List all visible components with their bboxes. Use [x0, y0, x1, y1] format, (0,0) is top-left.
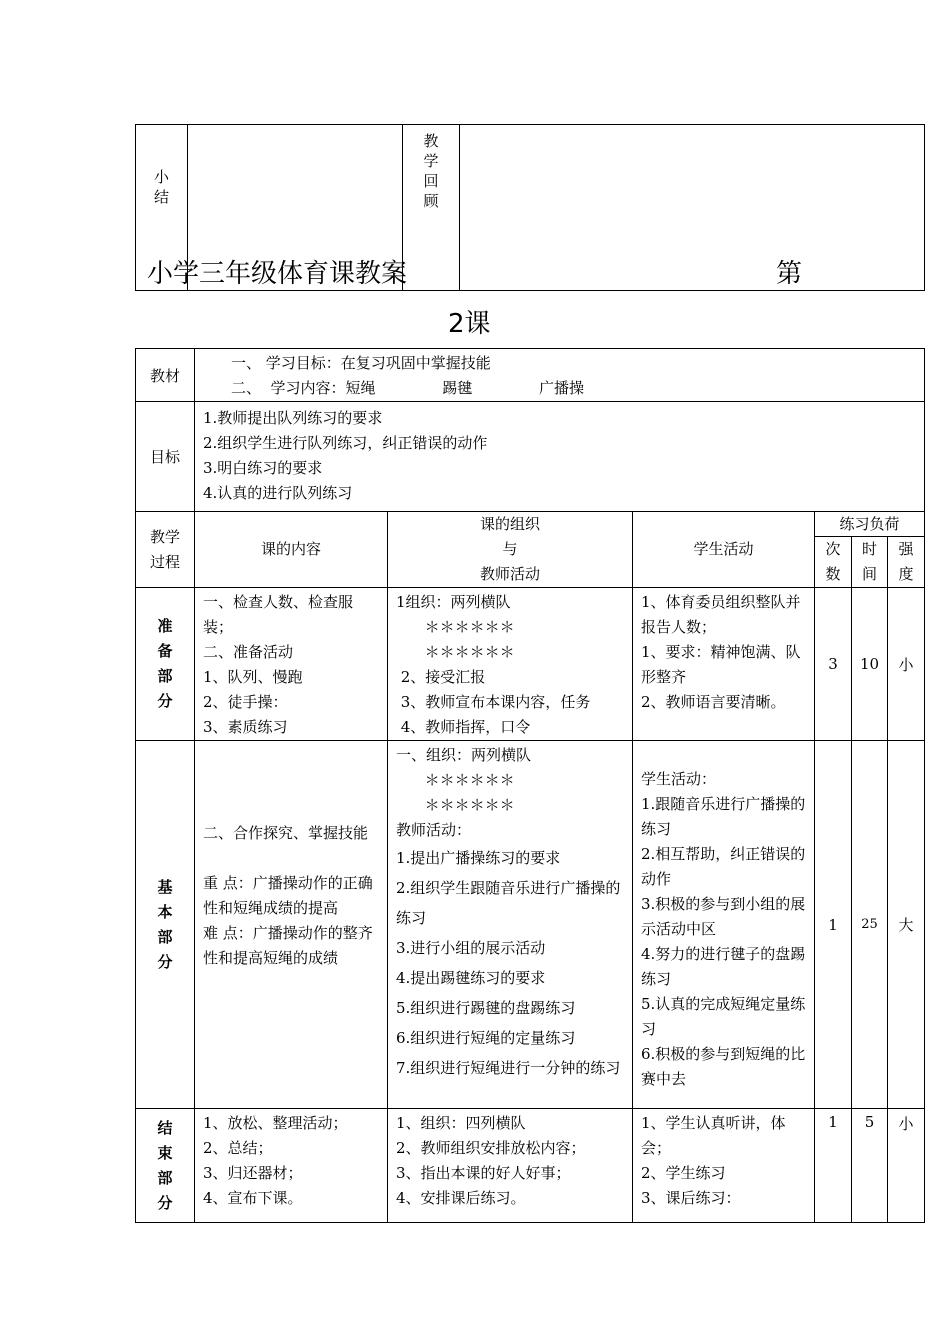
content-line: 二、合作探究、掌握技能	[203, 823, 369, 842]
section-row-closing	[136, 1109, 925, 1223]
section-name-basic	[136, 741, 195, 1109]
goal-line: 3.明白练习的要求	[203, 459, 323, 477]
closing-organization	[388, 1109, 633, 1223]
student-header: 学生活动	[633, 512, 815, 588]
goal-label: 目标	[136, 402, 195, 512]
teacher-activity-item: 4.提出踢毽练习的要求	[396, 969, 546, 987]
teacher-activity-item: 3.进行小组的展示活动	[396, 939, 546, 957]
teacher-activity-list	[396, 843, 626, 1083]
student-line: 1.跟随音乐进行广播操的练习	[641, 795, 806, 838]
lesson-prefix: 第	[776, 259, 803, 289]
goal-content	[195, 402, 925, 512]
teacher-activity-item: 7.组织进行短绳进行一分钟的练习	[396, 1059, 621, 1077]
organization-line: 3、指出本课的好人好事；	[396, 1164, 571, 1182]
teacher-activity-item: 6.组织进行短绳的定量练习	[396, 1029, 576, 1047]
basic-content	[195, 741, 388, 1109]
organization-line: 4、教师指挥，口令	[396, 718, 531, 736]
section-name-char: 部	[157, 927, 173, 946]
section-name-closing	[136, 1109, 195, 1223]
count-header	[815, 537, 852, 588]
student-line: 3、课后练习：	[641, 1189, 741, 1207]
closing-time: 5	[852, 1109, 888, 1223]
load-header: 练习负荷	[815, 512, 925, 537]
review-label-cell	[403, 125, 460, 291]
section-name-char: 分	[157, 692, 173, 710]
intensity-header-line: 强	[898, 540, 914, 558]
organization-line: 教师活动：	[396, 821, 472, 839]
organization-line: ＊＊＊＊＊＊	[396, 643, 515, 661]
section-name-char: 分	[157, 952, 173, 971]
summary-label-char: 结	[153, 188, 169, 206]
time-header-line: 间	[861, 565, 877, 583]
organization-line: 2、教师组织安排放松内容；	[396, 1139, 586, 1157]
content-line: 2、徒手操：	[203, 693, 288, 711]
count-header-line: 数	[825, 565, 841, 583]
process-header-line: 教学	[149, 527, 180, 546]
basic-count: 1	[815, 741, 852, 1109]
organization-header-line: 与	[502, 540, 518, 558]
organization-line: 1、组织：四列横队	[396, 1114, 526, 1132]
section-name-char: 部	[157, 667, 173, 685]
organization-header-line: 教师活动	[479, 565, 540, 583]
goal-line: 1.教师提出队列练习的要求	[203, 409, 383, 427]
content-header: 课的内容	[195, 512, 388, 588]
lesson-number: 2课	[448, 309, 491, 339]
review-label-char: 教	[423, 132, 439, 150]
page-title: 小学三年级体育课教案	[147, 259, 408, 289]
student-line: 1、学生认真听讲，体会；	[641, 1114, 786, 1157]
content-line: 3、归还器材；	[203, 1164, 303, 1182]
material-label: 教材	[136, 349, 195, 402]
closing-count: 1	[815, 1109, 852, 1223]
student-line: 2、教师语言要清晰。	[641, 693, 786, 711]
student-line: 2.相互帮助，纠正错误的动作	[641, 845, 806, 888]
content-line: 二、准备活动	[203, 643, 294, 661]
review-label-char: 顾	[423, 192, 439, 210]
student-line: 1、要求：精神饱满、队形整齐	[641, 643, 801, 686]
section-row-basic	[136, 741, 925, 1109]
closing-student	[633, 1109, 815, 1223]
process-header	[136, 512, 195, 588]
student-line: 学生活动：	[641, 770, 717, 788]
content-line: 1、放松、整理活动；	[203, 1114, 348, 1132]
goal-line: 2.组织学生进行队列练习，纠正错误的动作	[203, 434, 488, 452]
teacher-activity-item: 2.组织学生跟随音乐进行广播操的练习	[396, 879, 621, 927]
time-header-line: 时	[861, 540, 877, 558]
organization-line: 一、组织：两列横队	[396, 746, 532, 764]
organization-header-line: 课的组织	[479, 515, 540, 533]
intensity-header	[888, 537, 925, 588]
student-line: 5.认真的完成短绳定量练习	[641, 995, 806, 1038]
organization-line: 3、教师宣布本课内容，任务	[396, 693, 591, 711]
content-line: 一、检查人数、检查服装；	[203, 593, 354, 636]
review-content-cell	[460, 125, 925, 291]
section-name-char: 备	[157, 642, 173, 660]
section-name-char: 本	[157, 902, 173, 921]
content-line: 2、总结；	[203, 1139, 273, 1157]
organization-line: 2、接受汇报	[396, 668, 486, 686]
student-line: 2、学生练习	[641, 1164, 726, 1182]
basic-intensity: 大	[888, 741, 925, 1109]
closing-content	[195, 1109, 388, 1223]
section-name-char: 束	[157, 1143, 173, 1162]
summary-label	[136, 167, 187, 207]
process-header-line: 过程	[149, 552, 180, 571]
section-name-char: 准	[157, 617, 173, 635]
preparation-intensity: 小	[888, 588, 925, 741]
content-line: 重 点：广播操动作的正确性和短绳成绩的提高	[203, 873, 373, 917]
section-name-char: 基	[157, 877, 173, 896]
closing-intensity: 小	[888, 1109, 925, 1223]
organization-line: ＊＊＊＊＊＊	[396, 796, 515, 814]
section-name-char: 结	[157, 1118, 173, 1137]
preparation-student	[633, 588, 815, 741]
organization-line: 1组织：两列横队	[396, 593, 511, 611]
teacher-activity-item: 5.组织进行踢毽的盘踢练习	[396, 999, 576, 1017]
organization-line: 4、安排课后练习。	[396, 1189, 526, 1207]
material-line: 一、 学习目标：在复习巩固中掌握技能	[231, 354, 491, 372]
organization-header	[388, 512, 633, 588]
goal-line: 4.认真的进行队列练习	[203, 484, 353, 502]
preparation-count: 3	[815, 588, 852, 741]
summary-label-char: 小	[153, 168, 169, 186]
review-label-char: 回	[423, 172, 439, 190]
section-name-char: 分	[157, 1193, 173, 1212]
preparation-content	[195, 588, 388, 741]
basic-student	[633, 741, 815, 1109]
basic-time: 25	[852, 741, 888, 1109]
organization-line: ＊＊＊＊＊＊	[396, 771, 515, 789]
lesson-plan-table	[135, 348, 925, 1223]
time-header	[852, 537, 888, 588]
student-line: 6.积极的参与到短绳的比赛中去	[641, 1045, 806, 1088]
section-name-preparation	[136, 588, 195, 741]
basic-organization	[388, 741, 633, 1109]
count-header-line: 次	[825, 540, 841, 558]
teacher-activity-item: 1.提出广播操练习的要求	[396, 849, 561, 867]
review-label-char: 学	[423, 152, 439, 170]
content-line: 1、队列、慢跑	[203, 668, 303, 686]
content-line: 4、宣布下课。	[203, 1189, 303, 1207]
student-line: 1、体育委员组织整队并报告人数；	[641, 593, 801, 636]
preparation-time: 10	[852, 588, 888, 741]
intensity-header-line: 度	[898, 565, 914, 583]
student-line: 3.积极的参与到小组的展示活动中区	[641, 895, 806, 938]
material-line: 二、 学习内容：短绳 踢毽 广播操	[231, 379, 585, 397]
section-row-preparation	[136, 588, 925, 741]
material-content	[195, 349, 925, 402]
content-line	[203, 846, 381, 871]
review-label	[403, 131, 459, 211]
student-line: 4.努力的进行毽子的盘踢练习	[641, 945, 806, 988]
preparation-organization	[388, 588, 633, 741]
content-line: 难 点：广播操动作的整齐性和提高短绳的成绩	[203, 923, 373, 967]
content-line: 3、素质练习	[203, 718, 288, 736]
section-name-char: 部	[157, 1168, 173, 1187]
organization-line: ＊＊＊＊＊＊	[396, 618, 515, 636]
